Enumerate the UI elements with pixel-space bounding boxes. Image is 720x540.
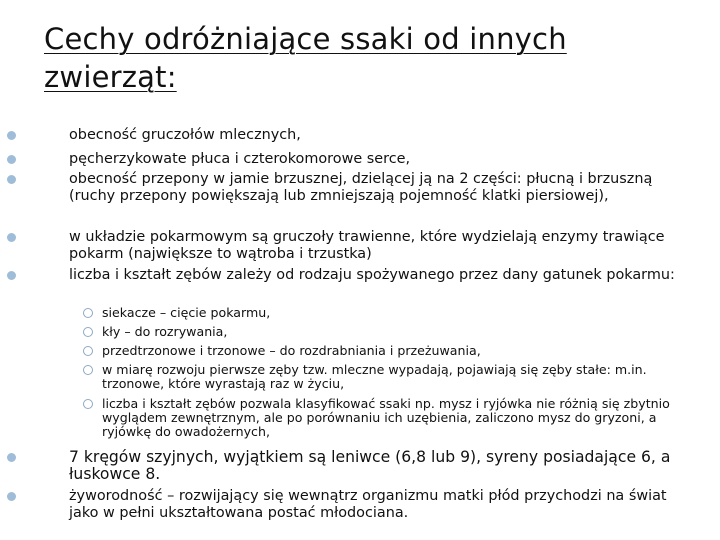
list-item-text: żyworodność – rozwijający się wewnątrz organizmu matki płód przychodzi na świat jako w pełni ukształtowana postać młodociana. [69, 488, 667, 521]
ring-bullet-icon [83, 346, 93, 356]
list-item [69, 488, 699, 521]
sub-list-item-text: liczba i kształt zębów pozwala klasyfikować ssaki np. mysz i ryjówka nie różnią się zbytnio wyglądem zewnętrznym, ale po porównaniu ich uzębienia, zaliczono mysz do gryzoni, a ryjówkę do owadożernych, [102, 396, 670, 439]
ring-bullet-icon [83, 399, 93, 409]
list-item-text: w układzie pokarmowym są gruczoły trawienne, które wydzielają enzymy trawiące pokarm (największe to wątroba i trzustka) [69, 229, 665, 262]
list-item-text: 7 kręgów szyjnych, wyjątkiem są leniwce (6,8 lub 9), syreny posiadające 6, a łuskowce 8. [69, 448, 671, 483]
list-item [69, 151, 699, 168]
bullet-dot-icon [7, 131, 16, 140]
bullet-dot-icon [7, 271, 16, 280]
list-item [69, 127, 699, 144]
list-item [69, 267, 699, 284]
bullet-dot-icon [7, 175, 16, 184]
sub-list-item [102, 325, 702, 339]
ring-bullet-icon [83, 365, 93, 375]
list-item-text: obecność gruczołów mlecznych, [69, 127, 301, 143]
bullet-dot-icon [7, 453, 16, 462]
list-item [69, 449, 699, 482]
ring-bullet-icon [83, 327, 93, 337]
sub-list-item [102, 306, 702, 320]
list-item-text: liczba i kształt zębów zależy od rodzaju spożywanego przez dany gatunek pokarmu: [69, 267, 675, 283]
sub-list-item [102, 397, 702, 439]
sub-list-item-text: przedtrzonowe i trzonowe – do rozdrabniania i przeżuwania, [102, 343, 481, 358]
sub-list-item-text: w miarę rozwoju pierwsze zęby tzw. mleczne wypadają, pojawiają się zęby stałe: m.in. trzonowe, które wyrastają raz w życiu, [102, 362, 647, 391]
ring-bullet-icon [83, 308, 93, 318]
list-item [69, 171, 699, 204]
bullet-dot-icon [7, 155, 16, 164]
slide-title: Cechy odróżniające ssaki od innych zwierząt: [44, 22, 567, 94]
bullet-dot-icon [7, 233, 16, 242]
sub-list-item [102, 344, 702, 358]
sub-list-item [102, 363, 702, 391]
list-item-text: pęcherzykowate płuca i czterokomorowe serce, [69, 151, 411, 167]
list-item [69, 229, 699, 262]
bullet-dot-icon [7, 492, 16, 501]
sub-list-item-text: kły – do rozrywania, [102, 324, 228, 339]
sub-list-item-text: siekacze – cięcie pokarmu, [102, 305, 271, 320]
list-item-text: obecność przepony w jamie brzusznej, dzielącej ją na 2 części: płucną i brzuszną (ruchy przepony powiększają lub zmniejszają pojemność klatki piersiowej), [69, 171, 653, 204]
